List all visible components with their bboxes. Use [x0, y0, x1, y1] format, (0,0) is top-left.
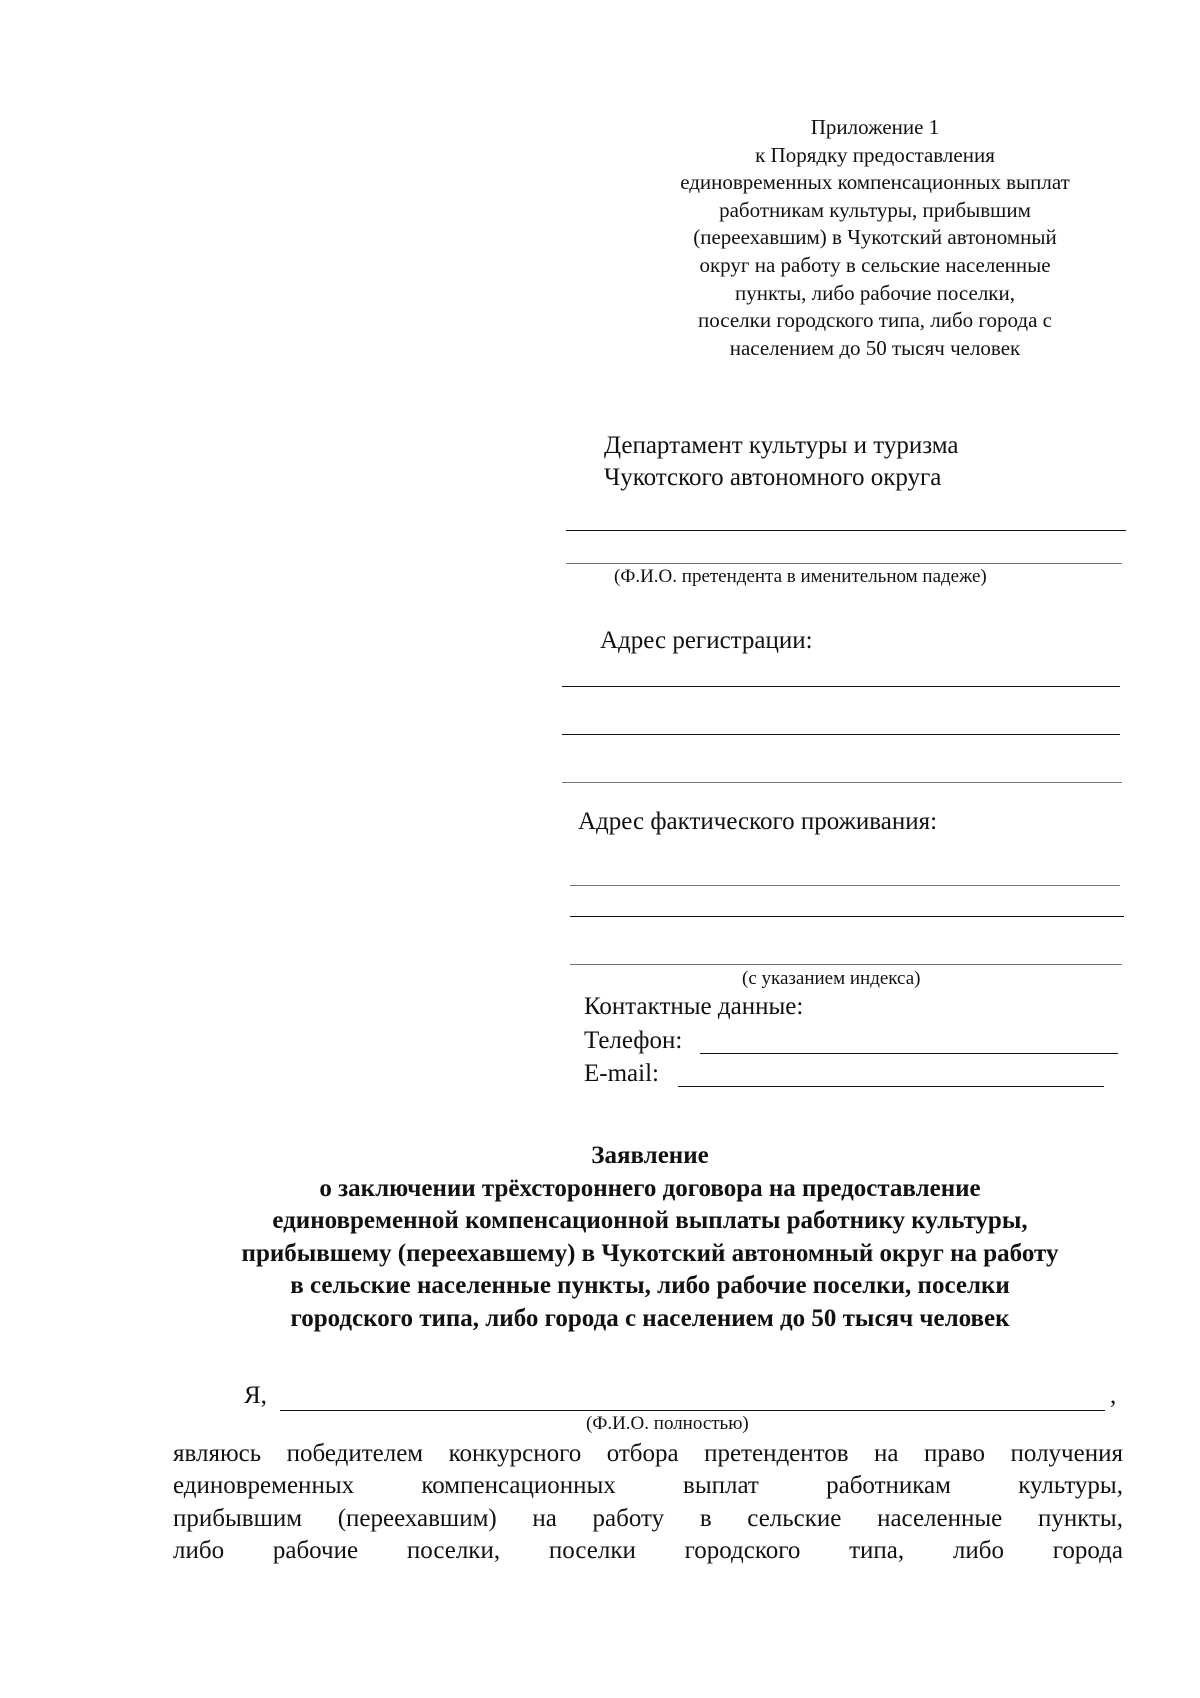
body-word: города — [1052, 1537, 1123, 1565]
body-word: конкурсного — [448, 1440, 582, 1467]
body-word: отбора — [606, 1440, 679, 1467]
body-word: право — [923, 1440, 986, 1467]
body-word: работу — [592, 1504, 665, 1532]
body-word: типа, — [849, 1537, 905, 1565]
body-word: культуры, — [1018, 1472, 1123, 1500]
body-word: рабочие — [272, 1537, 359, 1565]
residence-line-3[interactable] — [570, 964, 1122, 965]
body-word: в — [699, 1504, 712, 1532]
statement-title-line: Заявление — [591, 1142, 709, 1169]
statement-title-line: о заключении трёхстороннего договора на предоставление — [319, 1174, 981, 1202]
statement-title-line: в сельские населенные пункты, либо рабочие поселки, поселки — [290, 1272, 1010, 1299]
body-word: на — [874, 1440, 899, 1467]
statement-body — [173, 1438, 1123, 1568]
body-word: выплат — [683, 1472, 759, 1500]
appendix-line: поселки городского типа, либо города с — [698, 308, 1052, 333]
appendix-line: единовременных компенсационных выплат — [680, 170, 1070, 195]
residence-line-1[interactable] — [570, 885, 1120, 886]
applicant-fio-line-1[interactable] — [566, 530, 1126, 531]
appendix-line: пункты, либо рабочие поселки, — [734, 280, 1015, 305]
full-name-field[interactable] — [280, 1410, 1105, 1411]
body-word: получения — [1010, 1440, 1123, 1467]
i-suffix: , — [1110, 1382, 1117, 1409]
body-word: сельские — [747, 1504, 842, 1532]
recipient-block — [604, 430, 959, 494]
i-prefix: Я, — [244, 1382, 267, 1409]
body-word: поселки, — [406, 1537, 501, 1565]
body-word: работникам — [826, 1472, 951, 1500]
statement-title-line: городского типа, либо города с населением до 50 тысяч человек — [290, 1304, 1010, 1332]
appendix-line: населением до 50 тысяч человек — [729, 335, 1021, 360]
body-word: на — [532, 1504, 557, 1532]
registration-line-3[interactable] — [562, 782, 1122, 783]
statement-title — [150, 1140, 1150, 1335]
recipient-line: Департамент культуры и туризма — [604, 432, 959, 459]
body-word: поселки — [548, 1537, 636, 1565]
phone-field[interactable] — [700, 1053, 1118, 1054]
email-field[interactable] — [678, 1086, 1104, 1087]
body-word: компенсационных — [421, 1472, 616, 1500]
contacts-label: Контактные данные: — [584, 993, 804, 1020]
body-word: единовременных — [173, 1472, 355, 1500]
appendix-header — [640, 114, 1110, 362]
appendix-line: округ на работу в сельские населенные — [699, 252, 1051, 277]
appendix-line: к Порядку предоставления — [755, 142, 995, 167]
body-word: либо — [173, 1537, 225, 1565]
index-caption: (с указанием индекса) — [742, 968, 921, 989]
body-word: либо — [952, 1537, 1004, 1565]
appendix-line: (переехавшим) в Чукотский автономный — [693, 225, 1057, 250]
appendix-line: Приложение 1 — [810, 115, 940, 139]
body-line — [173, 1438, 1123, 1470]
body-word: пункты, — [1037, 1504, 1123, 1532]
full-name-caption: (Ф.И.О. полностью) — [586, 1413, 749, 1434]
body-word: победителем — [286, 1440, 424, 1467]
applicant-fio-line-2[interactable] — [566, 563, 1122, 564]
body-word: (переехавшим) — [337, 1504, 497, 1532]
registration-label: Адрес регистрации: — [600, 627, 813, 654]
body-word: населенные — [877, 1504, 1003, 1532]
statement-title-line: прибывшему (переехавшему) в Чукотский автономный округ на работу — [241, 1239, 1059, 1267]
statement-title-line: единовременной компенсационной выплаты работнику культуры, — [272, 1207, 1028, 1234]
body-line — [173, 1535, 1123, 1567]
email-label: E-mail: — [584, 1060, 659, 1087]
body-word: являюсь — [173, 1440, 262, 1467]
appendix-line: работникам культуры, прибывшим — [719, 197, 1031, 222]
phone-label: Телефон: — [584, 1027, 683, 1054]
body-line — [173, 1503, 1123, 1535]
body-word: претендентов — [704, 1440, 849, 1467]
body-word: прибывшим — [173, 1504, 303, 1532]
body-line — [173, 1470, 1123, 1502]
recipient-line: Чукотского автономного округа — [604, 464, 942, 491]
body-word: городского — [684, 1537, 801, 1565]
residence-label: Адрес фактического проживания: — [578, 808, 938, 835]
registration-line-2[interactable] — [562, 734, 1120, 735]
residence-line-2[interactable] — [570, 916, 1124, 917]
applicant-fio-caption: (Ф.И.О. претендента в именительном падеже) — [614, 566, 987, 587]
registration-line-1[interactable] — [562, 686, 1120, 687]
